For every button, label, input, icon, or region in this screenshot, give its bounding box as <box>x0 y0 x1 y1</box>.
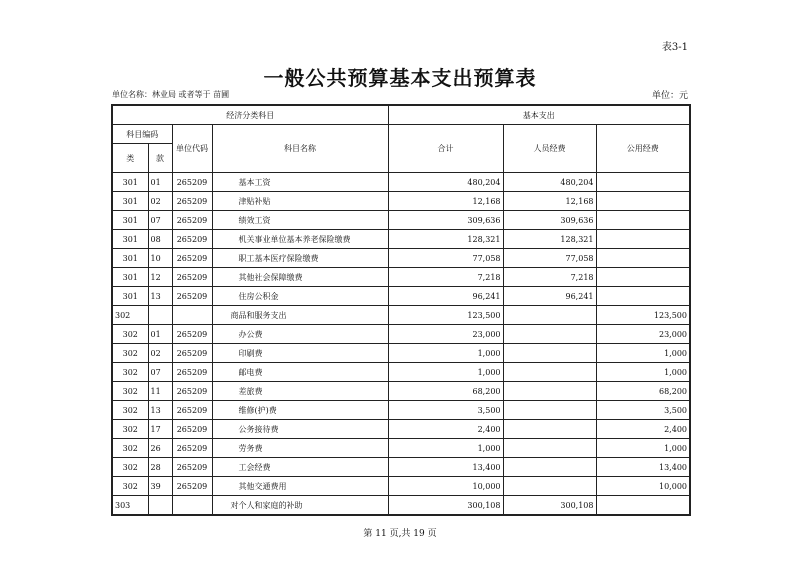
cell-code: 265209 <box>172 477 212 496</box>
cell-personnel <box>503 477 596 496</box>
cell-lei: 301 <box>112 287 148 306</box>
cell-name: 对个人和家庭的补助 <box>212 496 388 516</box>
table-row <box>112 439 690 458</box>
table-row <box>112 458 690 477</box>
cell-name: 劳务费 <box>212 439 388 458</box>
cell-name: 住房公积金 <box>212 287 388 306</box>
cell-personnel: 96,241 <box>503 287 596 306</box>
cell-lei: 301 <box>112 192 148 211</box>
cell-name: 工会经费 <box>212 458 388 477</box>
cell-public: 68,200 <box>596 382 690 401</box>
header-basic: 基本支出 <box>388 105 690 125</box>
table-row <box>112 477 690 496</box>
cell-public <box>596 173 690 192</box>
cell-kuan: 02 <box>148 192 172 211</box>
cell-total: 96,241 <box>388 287 503 306</box>
cell-personnel <box>503 439 596 458</box>
cell-total: 77,058 <box>388 249 503 268</box>
cell-name: 其他交通费用 <box>212 477 388 496</box>
cell-public <box>596 211 690 230</box>
table-row <box>112 363 690 382</box>
cell-public: 3,500 <box>596 401 690 420</box>
cell-code: 265209 <box>172 325 212 344</box>
cell-public <box>596 496 690 516</box>
cell-code: 265209 <box>172 230 212 249</box>
table-row <box>112 496 690 516</box>
cell-total: 123,500 <box>388 306 503 325</box>
table-row <box>112 211 690 230</box>
cell-code: 265209 <box>172 192 212 211</box>
cell-public: 123,500 <box>596 306 690 325</box>
header-total: 合计 <box>388 125 503 173</box>
cell-code: 265209 <box>172 458 212 477</box>
table-row <box>112 401 690 420</box>
cell-lei: 302 <box>112 306 148 325</box>
cell-public <box>596 192 690 211</box>
unit-name: 单位名称：林业局 或者等于 苗圃 <box>112 90 230 99</box>
cell-total: 1,000 <box>388 363 503 382</box>
cell-public: 10,000 <box>596 477 690 496</box>
table-row <box>112 420 690 439</box>
cell-personnel: 300,108 <box>503 496 596 516</box>
cell-kuan: 01 <box>148 173 172 192</box>
currency-unit: 单位：元 <box>651 91 688 101</box>
cell-code: 265209 <box>172 268 212 287</box>
cell-name: 维修(护)费 <box>212 401 388 420</box>
cell-lei: 302 <box>112 382 148 401</box>
page-title: 一般公共预算基本支出预算表 <box>263 66 537 90</box>
cell-name: 公务接待费 <box>212 420 388 439</box>
cell-personnel <box>503 344 596 363</box>
cell-lei: 301 <box>112 173 148 192</box>
cell-total: 1,000 <box>388 344 503 363</box>
table-row <box>112 344 690 363</box>
cell-public <box>596 249 690 268</box>
cell-name: 机关事业单位基本养老保险缴费 <box>212 230 388 249</box>
cell-kuan: 17 <box>148 420 172 439</box>
table-row <box>112 249 690 268</box>
header-public: 公用经费 <box>596 125 690 173</box>
cell-lei: 302 <box>112 420 148 439</box>
cell-total: 23,000 <box>388 325 503 344</box>
table-number: 表3-1 <box>661 42 688 53</box>
cell-public <box>596 268 690 287</box>
cell-lei: 302 <box>112 401 148 420</box>
cell-lei: 301 <box>112 268 148 287</box>
cell-lei: 303 <box>112 496 148 516</box>
cell-code: 265209 <box>172 287 212 306</box>
table-row <box>112 287 690 306</box>
cell-total: 2,400 <box>388 420 503 439</box>
cell-name: 津贴补贴 <box>212 192 388 211</box>
table-row <box>112 306 690 325</box>
page-footer: 第 11 页,共 19 页 <box>363 529 437 539</box>
cell-personnel: 12,168 <box>503 192 596 211</box>
cell-code: 265209 <box>172 344 212 363</box>
cell-code: 265209 <box>172 173 212 192</box>
cell-kuan: 12 <box>148 268 172 287</box>
cell-personnel: 7,218 <box>503 268 596 287</box>
header-unit-code: 单位代码 <box>172 125 212 173</box>
cell-name: 办公费 <box>212 325 388 344</box>
cell-code: 265209 <box>172 211 212 230</box>
cell-name: 商品和服务支出 <box>212 306 388 325</box>
cell-lei: 302 <box>112 344 148 363</box>
cell-total: 1,000 <box>388 439 503 458</box>
cell-name: 差旅费 <box>212 382 388 401</box>
cell-personnel <box>503 458 596 477</box>
cell-personnel: 309,636 <box>503 211 596 230</box>
cell-kuan: 13 <box>148 401 172 420</box>
cell-public: 23,000 <box>596 325 690 344</box>
header-kuan: 款 <box>148 144 172 173</box>
cell-name: 绩效工资 <box>212 211 388 230</box>
cell-personnel <box>503 363 596 382</box>
table-row <box>112 325 690 344</box>
cell-code: 265209 <box>172 401 212 420</box>
cell-kuan: 08 <box>148 230 172 249</box>
cell-code <box>172 496 212 516</box>
header-code: 科目编码 <box>112 125 172 144</box>
cell-public: 2,400 <box>596 420 690 439</box>
cell-kuan: 07 <box>148 363 172 382</box>
header-subject: 科目名称 <box>212 125 388 173</box>
cell-kuan: 11 <box>148 382 172 401</box>
cell-code: 265209 <box>172 249 212 268</box>
cell-personnel <box>503 306 596 325</box>
cell-total: 300,108 <box>388 496 503 516</box>
cell-total: 7,218 <box>388 268 503 287</box>
cell-total: 13,400 <box>388 458 503 477</box>
cell-kuan: 28 <box>148 458 172 477</box>
table-row <box>112 268 690 287</box>
cell-code: 265209 <box>172 420 212 439</box>
table-row <box>112 382 690 401</box>
cell-personnel <box>503 401 596 420</box>
cell-kuan: 02 <box>148 344 172 363</box>
header-lei: 类 <box>112 144 148 173</box>
cell-kuan <box>148 496 172 516</box>
cell-code: 265209 <box>172 363 212 382</box>
cell-lei: 301 <box>112 211 148 230</box>
cell-public: 13,400 <box>596 458 690 477</box>
cell-kuan <box>148 306 172 325</box>
cell-code: 265209 <box>172 382 212 401</box>
cell-public <box>596 230 690 249</box>
cell-name: 职工基本医疗保险缴费 <box>212 249 388 268</box>
cell-lei: 302 <box>112 458 148 477</box>
cell-public: 1,000 <box>596 363 690 382</box>
cell-code <box>172 306 212 325</box>
cell-total: 309,636 <box>388 211 503 230</box>
table-row <box>112 173 690 192</box>
cell-code: 265209 <box>172 439 212 458</box>
cell-lei: 302 <box>112 477 148 496</box>
cell-lei: 301 <box>112 230 148 249</box>
cell-public: 1,000 <box>596 344 690 363</box>
cell-name: 邮电费 <box>212 363 388 382</box>
cell-total: 128,321 <box>388 230 503 249</box>
cell-total: 68,200 <box>388 382 503 401</box>
cell-personnel <box>503 382 596 401</box>
cell-personnel: 77,058 <box>503 249 596 268</box>
cell-personnel: 128,321 <box>503 230 596 249</box>
table-row <box>112 192 690 211</box>
cell-name: 印刷费 <box>212 344 388 363</box>
cell-personnel: 480,204 <box>503 173 596 192</box>
cell-kuan: 01 <box>148 325 172 344</box>
cell-personnel <box>503 325 596 344</box>
cell-total: 10,000 <box>388 477 503 496</box>
cell-lei: 302 <box>112 439 148 458</box>
cell-name: 其他社会保障缴费 <box>212 268 388 287</box>
cell-lei: 301 <box>112 249 148 268</box>
cell-total: 480,204 <box>388 173 503 192</box>
header-econ: 经济分类科目 <box>112 105 388 125</box>
cell-total: 12,168 <box>388 192 503 211</box>
cell-kuan: 26 <box>148 439 172 458</box>
cell-kuan: 13 <box>148 287 172 306</box>
cell-kuan: 39 <box>148 477 172 496</box>
cell-lei: 302 <box>112 363 148 382</box>
cell-kuan: 07 <box>148 211 172 230</box>
cell-total: 3,500 <box>388 401 503 420</box>
cell-personnel <box>503 420 596 439</box>
cell-kuan: 10 <box>148 249 172 268</box>
cell-name: 基本工资 <box>212 173 388 192</box>
cell-public: 1,000 <box>596 439 690 458</box>
table-row <box>112 230 690 249</box>
cell-public <box>596 287 690 306</box>
cell-lei: 302 <box>112 325 148 344</box>
budget-table <box>111 104 691 516</box>
header-personnel: 人员经费 <box>503 125 596 173</box>
